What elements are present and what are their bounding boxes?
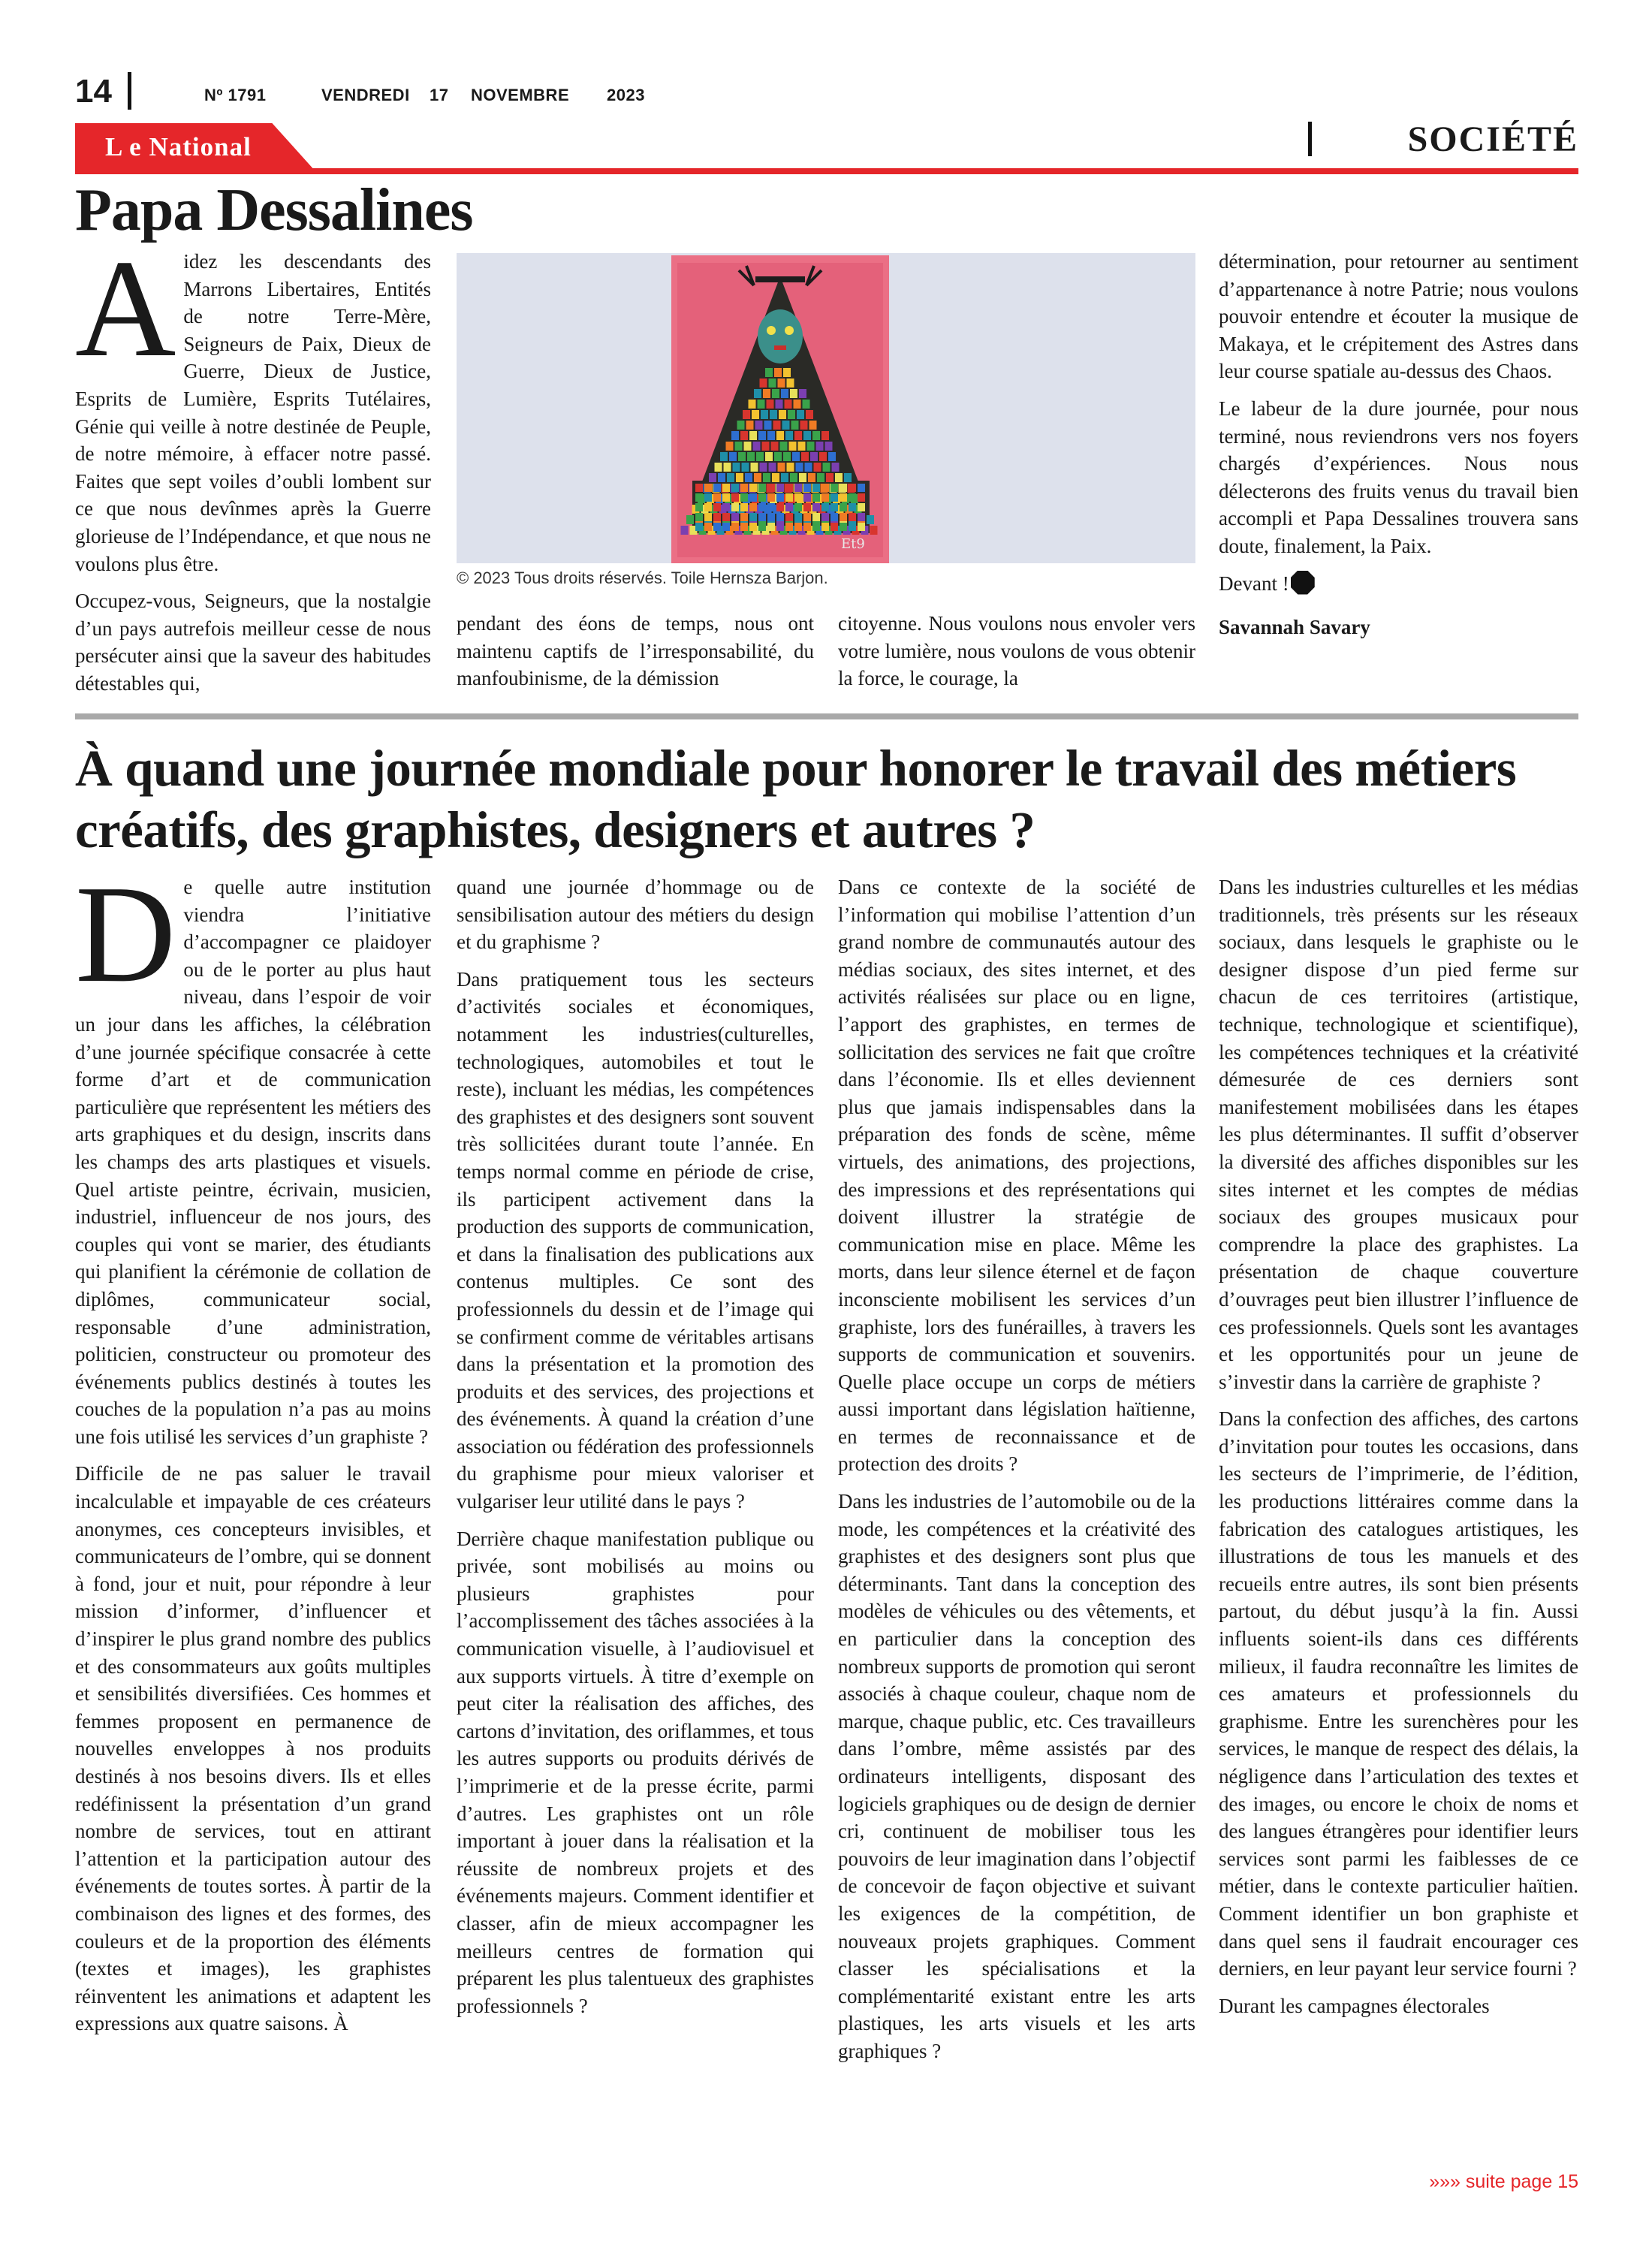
painting-artwork: [671, 255, 889, 563]
article2-column-1: [75, 857, 431, 2047]
painting-signature: Et9: [841, 536, 865, 552]
article1-dropcap: A: [75, 231, 176, 386]
article2-column-2: [457, 873, 814, 2029]
article2-paragraph: Dans les industries culturelles et les médias traditionnels, très présents sur les réseaux sociaux, dans lesquels le graphiste ou le designer dispose d’un pied ferme sur chacun de ces territoires (artistique, technique, technologique et scientifique), les compétences techniques et la créativité démesurée de ces derniers sont manifestement mobilisées dans les étapes les plus déterminantes. Il suffit d’observer la diversité des affiches disponibles sur les sites internet et les comptes de médias sociaux des groupes musicaux pour comprendre la place des graphistes. La présentation de chaque couverture d’ouvrages peut bien illustrer l’influence de ces professionnels. Quels sont les avantages et les opportunités pour un jeune de s’investir dans la carrière de graphiste ?: [1219, 876, 1578, 1393]
article-separator: [75, 713, 1578, 719]
page-number: 14: [75, 73, 112, 110]
article2-paragraph: Durant les campagnes électorales: [1219, 1994, 1490, 2017]
article1-paragraph: Occupez-vous, Seigneurs, que la nostalgie d’un pays autrefois meilleur cesse de nous persécuter ainsi que la saveur des habitudes détestables qui,: [75, 590, 431, 695]
header-divider: [128, 72, 131, 110]
issue-day: VENDREDI: [321, 86, 410, 104]
article2-paragraph-text: e quelle autre institution viendra l’initiative d’accompagner ce plaidoyer ou de le porter au plus haut niveau, dans l’espoir de voir un jour dans les affiches, la célébration d’une journée spécifique consacrée à cette forme d’art et de communication particulière que représentent les métiers des arts graphiques et du design, inscrits dans les champs des arts plastiques et visuels. Quel artiste peintre, écrivain, musicien, industriel, influenceur de nos jours, des couples qui vont se marier, des étudiants qui planifient la cérémonie de collation de diplômes, communicateur social, responsable d’une administration, politicien, constructeur ou promoteur des événements publics destinés à toutes les couches de la population n’a pas au moins une fois utilisé les services d’un graphiste ?: [75, 876, 431, 1448]
section-title: SOCIÉTÉ: [1407, 119, 1578, 159]
article2-paragraph: Difficile de ne pas saluer le travail incalculable et impayable de ces créateurs anonymes, ces concepteurs invisibles, et communicateurs de l’ombre, qui se donnent à fond, jour et nuit, pour répondre à leur mission d’informer, d’influencer et d’inspirer le plus grand nombre des publics et des consommateurs aux goûts multiples et sensibilités diversifiées. Ces hommes et femmes proposent en permanence de nouvelles enveloppes à nos produits destinés à nos besoins divers. Ils et elles redéfinissent la présentation d’un grand nombre de services, tout en attirant l’attention et la participation autour des événements de toutes sortes. À partir de la combinaison des lignes et des formes, des couleurs et de la proportion des éléments (textes et images), les graphistes réinventent les animations et adaptent les expressions aux quatre saisons. À: [75, 1462, 431, 2035]
article2-title: À quand une journée mondiale pour honorer le travail des métiers créatifs, des graphistes, designers et autres ?: [75, 740, 1517, 858]
photo-caption: © 2023 Tous droits réservés. Toile Hernsza Barjon.: [457, 569, 828, 587]
article1-author: Savannah Savary: [1219, 616, 1370, 639]
article2-paragraph: Derrière chaque manifestation publique ou privée, sont mobilisés au moins ou plusieurs graphistes pour l’accomplissement des tâches associées à la communication visuelle, à l’audiovisuel et aux supports virtuels. À titre d’exemple on peut citer la réalisation des affiches, des cartons d’invitation, des oriflammes, et tous les autres supports ou produits dérivés de l’imprimerie et de la presse écrite, parmi d’autres. Les graphistes ont un rôle important à jouer dans la réalisation et la réussite de nombreux projets et des événements majeurs. Comment identifier et classer, afin de mieux accompagner les meilleurs centres de formation qui préparent les plus talentueux des graphistes professionnels ?: [457, 1527, 814, 2017]
issue-date: 17: [430, 86, 449, 104]
issue-number: Nº 1791: [204, 86, 267, 104]
painting-image: [671, 255, 889, 563]
article2-column-3: [838, 873, 1195, 2075]
article2-paragraph: Dans les industries de l’automobile ou de la mode, les compétences et la créativité des graphistes et des designers sont plus que déterminants. Tant dans la conception des modèles de véhicules ou des vêtements, et en particulier dans la conception des nombreux supports de promotion qui seront associés à chaque couleur, chaque nom de marque, chaque public, etc. Ces travailleurs dans l’ombre, même assistés par des ordinateurs intelligents, disposant des logiciels graphiques ou de design de dernier cri, continuent de mobiliser tous les pouvoirs de leur imagination dans l’objectif de concevoir de façon objective et suivant les exigences de la compétition, de nouveaux projets graphiques. Comment classer les spécialisations et la complémentarité existant entre les arts plastiques, les arts visuels et les arts graphiques ?: [838, 1490, 1195, 2062]
article1-paragraph: pendant des éons de temps, nous ont maintenu captifs de l’irresponsabilité, du manfoubinisme, de la démission: [457, 612, 814, 690]
stop-sign-icon: [1291, 571, 1315, 595]
article1-paragraph-text: idez les descendants des Marrons Libertaires, Entités de notre Terre-Mère, Seigneurs de Paix, Dieux de Guerre, Dieux de Justice, Esprits de Lumière, Esprits Tutélaires, Génie qui veille à notre destinée de Peuple, de notre mémoire, à effacer notre passé. Faites que sept voiles d’oubli lombent sur ce que nous devînmes après la Guerre glorieuse de l’Indépendance, et que nous ne voulons plus être.: [75, 250, 431, 575]
article1-column-1: [75, 231, 431, 707]
article1-column-2: [457, 610, 814, 702]
article2-dropcap: D: [75, 857, 176, 1012]
article2-paragraph: Dans la confection des affiches, des cartons d’invitation pour toutes les occasions, dans les secteurs de l’imprimerie, de l’édition, les productions littéraires comme dans la fabrication des catalogues artistiques, les illustrations de tous les manuels et des recueils entre autres, ils sont bien présents partout, du début jusqu’à la fin. Aussi influents soient-ils dans ces différents milieux, il faudra reconnaître les limites de ces amateurs et professionnels du graphisme. Entre les surenchères pour les services, le manque de respect des délais, la négligence dans l’articulation des textes et des images, ou encore le choix de noms et des langues étrangères pour identifier leurs services sont parmi les faiblesses de ce métier, dans le contexte particulier haïtien. Comment identifier un bon graphiste et dans quel sens il faudrait encourager ces derniers, en leur payant leur service fourni ?: [1219, 1407, 1578, 1980]
article1-paragraph: [75, 231, 431, 578]
header-red-rule: [75, 168, 1578, 174]
article1-paragraph: citoyenne. Nous voulons nous envoler vers votre lumière, nous voulons de vous obtenir la force, le courage, la: [838, 612, 1195, 690]
continued-link[interactable]: »»» suite page 15: [1429, 2171, 1578, 2192]
issue-month: NOVEMBRE: [471, 86, 570, 104]
article2-paragraph: [75, 857, 431, 1450]
article1-column-3: [838, 610, 1195, 702]
article1-closing: [1219, 570, 1578, 598]
article1-column-4: [1219, 248, 1578, 651]
issue-year: 2023: [607, 86, 645, 104]
publication-name: L e National: [105, 132, 252, 161]
section-divider: [1308, 122, 1312, 156]
article2-paragraph: Dans pratiquement tous les secteurs d’activités sociales et économiques, notamment les industries(culturelles, technologiques, automobiles et tout le reste), incluant les médias, les compétences des graphistes et des designers sont souvent très sollicitées durant toute l’année. En temps normal comme en période de crise, ils participent activement dans la production des supports de communication, et dans la finalisation des publications aux contenus multiples. Ce sont des professionnels du dessin et de l’image qui se confirment comme de véritables artisans dans la présentation et la promotion des produits et des services, des projections et des événements. À quand la création d’une association ou fédération des professionnels du graphisme pour mieux valoriser et vulgariser leur utilité dans le pays ?: [457, 967, 814, 1513]
article1-paragraph: détermination, pour retourner au sentiment d’appartenance à notre Patrie; nous voulons pouvoir entendre et écouter la musique de Makaya, et le crépitement des Astres dans leur course spatiale au-dessus des Chaos.: [1219, 250, 1578, 383]
article1-title: Papa Dessalines: [75, 177, 473, 243]
article2-column-4: [1219, 873, 1578, 2029]
article1-paragraph: Le labeur de la dure journée, pour nous terminé, nous reviendrons vers nos foyers chargés d’expériences. Nous nous délecterons des fruits venus du travail bien accompli et Papa Dessalines trouvera sans doute, finalement, la Paix.: [1219, 397, 1578, 557]
article2-paragraph: quand une journée d’hommage ou de sensibilisation autour des métiers du design et du graphisme ?: [457, 876, 814, 954]
article2-paragraph: Dans ce contexte de la société de l’information qui mobilise l’attention d’un grand nombre de communautés autour des médias sociaux, des sites internet, et des activités réalisées sur place ou en ligne, l’apport des graphistes, en termes de sollicitation des services ne fait que croître dans l’économie. Ils et elles deviennent plus que jamais indispensables dans la préparation des fonds de scène, même virtuels, des animations, des projections, des impressions et des représentations qui doivent illustrer la stratégie de communication mise en place. Même les morts, dans leur silence éternel et de façon inconsciente mobilisent les services d’un graphiste, lors des funérailles, à travers les supports de communication et souvenirs. Quelle place occupe un corps de métiers aussi important dans législation haïtienne, en termes de reconnaissance et de protection des droits ?: [838, 876, 1195, 1476]
closing-text: Devant !: [1219, 572, 1289, 595]
